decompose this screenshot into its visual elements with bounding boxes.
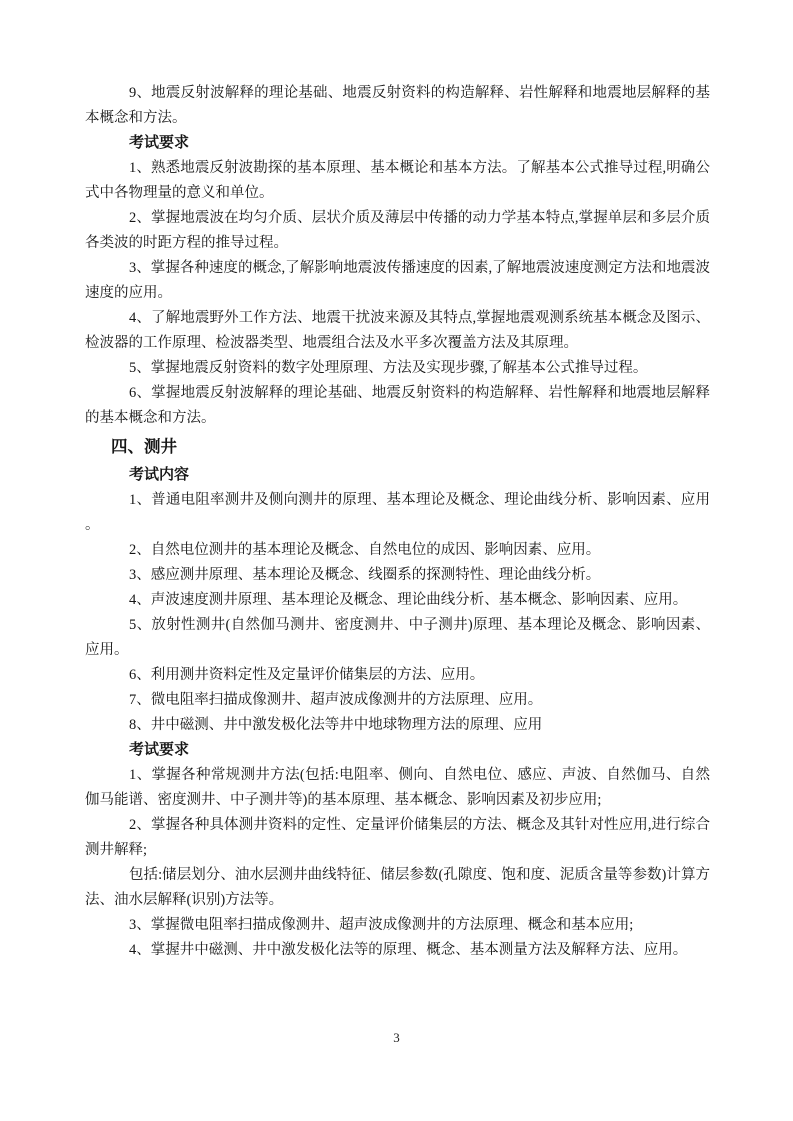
- subsection-heading: 考试要求: [129, 135, 190, 151]
- paragraph: 3、掌握微电阻率扫描成像测井、超声波成像测井的方法原理、概念和基本应用;: [129, 917, 634, 933]
- paragraph: 7、微电阻率扫描成像测井、超声波成像测井的方法原理、应用。: [129, 692, 543, 708]
- paragraph: 1、熟悉地震反射波勘探的基本原理、基本概论和基本方法。了解基本公式推导过程,明确公式中各物理量的意义和单位。: [85, 160, 710, 201]
- paragraph: 2、掌握地震波在均匀介质、层状介质及薄层中传播的动力学基本特点,掌握单层和多层介质各类波的时距方程的推导过程。: [85, 210, 710, 251]
- paragraph: 4、了解地震野外工作方法、地震干扰波来源及其特点,掌握地震观测系统基本概念及图示、检波器的工作原理、检波器类型、地震组合法及水平多次覆盖方法及其原理。: [85, 310, 710, 351]
- page-number: 3: [393, 1030, 400, 1045]
- paragraph: 2、自然电位测井的基本理论及概念、自然电位的成因、影响因素、应用。: [129, 542, 601, 558]
- document-body: [85, 81, 710, 963]
- paragraph: 3、掌握各种速度的概念,了解影响地震波传播速度的因素,了解地震波速度测定方法和地震波速度的应用。: [85, 260, 710, 301]
- paragraph: 5、掌握地震反射资料的数字处理原理、方法及实现步骤,了解基本公式推导过程。: [129, 360, 648, 376]
- page-footer: [0, 1028, 793, 1048]
- paragraph: 2、掌握各种具体测井资料的定性、定量评价储集层的方法、概念及其针对性应用,进行综合测井解释;: [85, 817, 710, 858]
- paragraph: 4、声波速度测井原理、基本理论及概念、理论曲线分析、基本概念、影响因素、应用。: [129, 592, 688, 608]
- paragraph: 1、掌握各种常规测井方法(包括:电阻率、侧向、自然电位、感应、声波、自然伽马、自然伽马能谱、密度测井、中子测井等)的基本原理、基本概念、影响因素及初步应用;: [85, 767, 710, 808]
- paragraph: 包括:储层划分、油水层测井曲线特征、储层参数(孔隙度、饱和度、泥质含量等参数)计算方法、油水层解释(识别)方法等。: [85, 867, 710, 908]
- paragraph: 8、井中磁测、井中激发极化法等井中地球物理方法的原理、应用: [129, 717, 543, 733]
- subsection-heading: 考试内容: [129, 467, 190, 483]
- paragraph: 6、掌握地震反射波解释的理论基础、地震反射资料的构造解释、岩性解释和地震地层解释的基本概念和方法。: [85, 385, 710, 426]
- paragraph: 6、利用测井资料定性及定量评价储集层的方法、应用。: [129, 667, 485, 683]
- paragraph: 9、地震反射波解释的理论基础、地震反射资料的构造解释、岩性解释和地震地层解释的基本概念和方法。: [85, 85, 710, 126]
- paragraph: 4、掌握井中磁测、井中激发极化法等的原理、概念、基本测量方法及解释方法、应用。: [129, 942, 688, 958]
- paragraph: 3、感应测井原理、基本理论及概念、线圈系的探测特性、理论曲线分析。: [129, 567, 601, 583]
- paragraph: 1、普通电阻率测井及侧向测井的原理、基本理论及概念、理论曲线分析、影响因素、应用。: [85, 492, 710, 533]
- subsection-heading: 考试要求: [129, 742, 190, 758]
- section-heading: 四、测井: [111, 437, 177, 456]
- paragraph: 5、放射性测井(自然伽马测井、密度测井、中子测井)原理、基本理论及概念、影响因素、应用。: [85, 617, 710, 658]
